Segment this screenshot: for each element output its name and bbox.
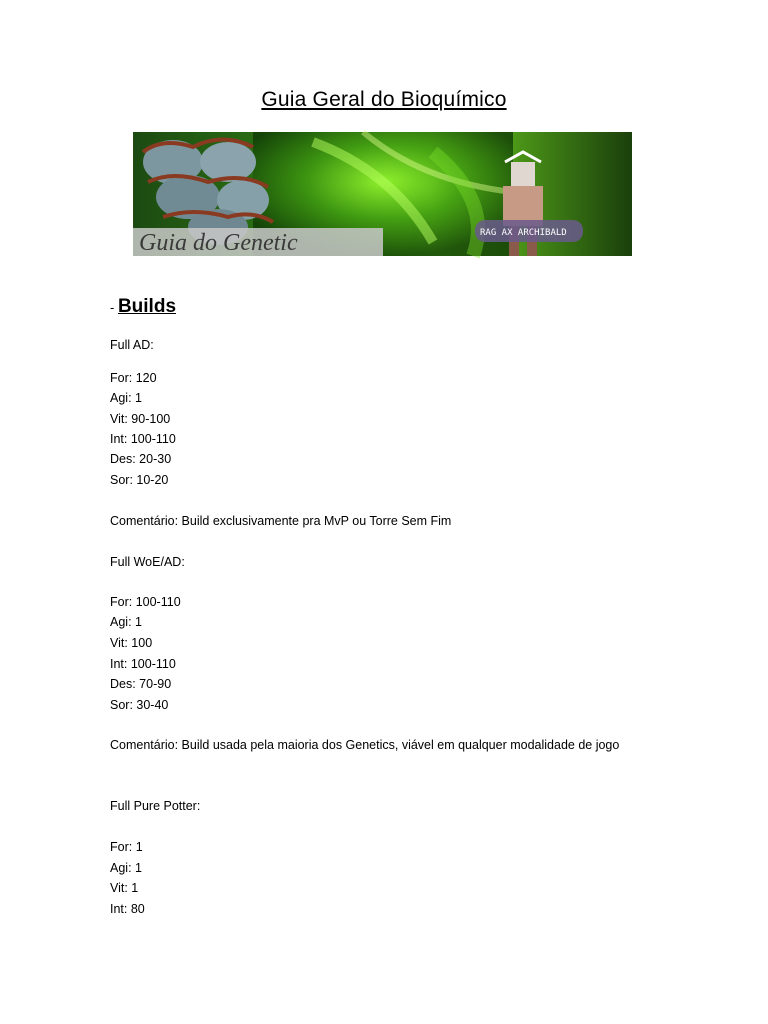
stat-line: Agi: 1 <box>110 861 142 875</box>
build-name: Full AD: <box>110 338 154 352</box>
stat-line: Int: 100-110 <box>110 657 176 671</box>
build-comment: Comentário: Build exclusivamente pra MvP ou Torre Sem Fim <box>110 514 452 528</box>
guide-banner-image <box>133 132 632 256</box>
stat-line: Vit: 100 <box>110 636 153 650</box>
stat-line: Vit: 90-100 <box>110 412 171 426</box>
stat-line: For: 1 <box>110 840 143 854</box>
stat-line: Vit: 1 <box>110 881 139 895</box>
stat-line: Des: 20-30 <box>110 452 172 466</box>
stat-line: Int: 100-110 <box>110 432 176 446</box>
stat-line: Des: 70-90 <box>110 677 172 691</box>
stat-line: For: 120 <box>110 371 157 385</box>
stat-line: For: 100-110 <box>110 595 181 609</box>
build-name: Full Pure Potter: <box>110 799 201 813</box>
page-title: Guia Geral do Bioquímico <box>261 88 507 111</box>
build-comment: Comentário: Build usada pela maioria dos Genetics, viável em qualquer modalidade de jogo <box>110 738 620 752</box>
builds-heading <box>110 296 176 318</box>
stat-line: Int: 80 <box>110 902 145 916</box>
stat-line: Sor: 30-40 <box>110 698 169 712</box>
stat-line: Agi: 1 <box>110 391 142 405</box>
stat-line: Sor: 10-20 <box>110 473 169 487</box>
banner-caption: Guia do Genetic <box>139 230 298 256</box>
heading-dash: - <box>110 300 118 315</box>
heading-word: Builds <box>117 296 177 317</box>
build-name: Full WoE/AD: <box>110 555 185 569</box>
banner-badge: RAG AX ARCHIBALD <box>480 228 567 238</box>
stat-line: Agi: 1 <box>110 615 142 629</box>
